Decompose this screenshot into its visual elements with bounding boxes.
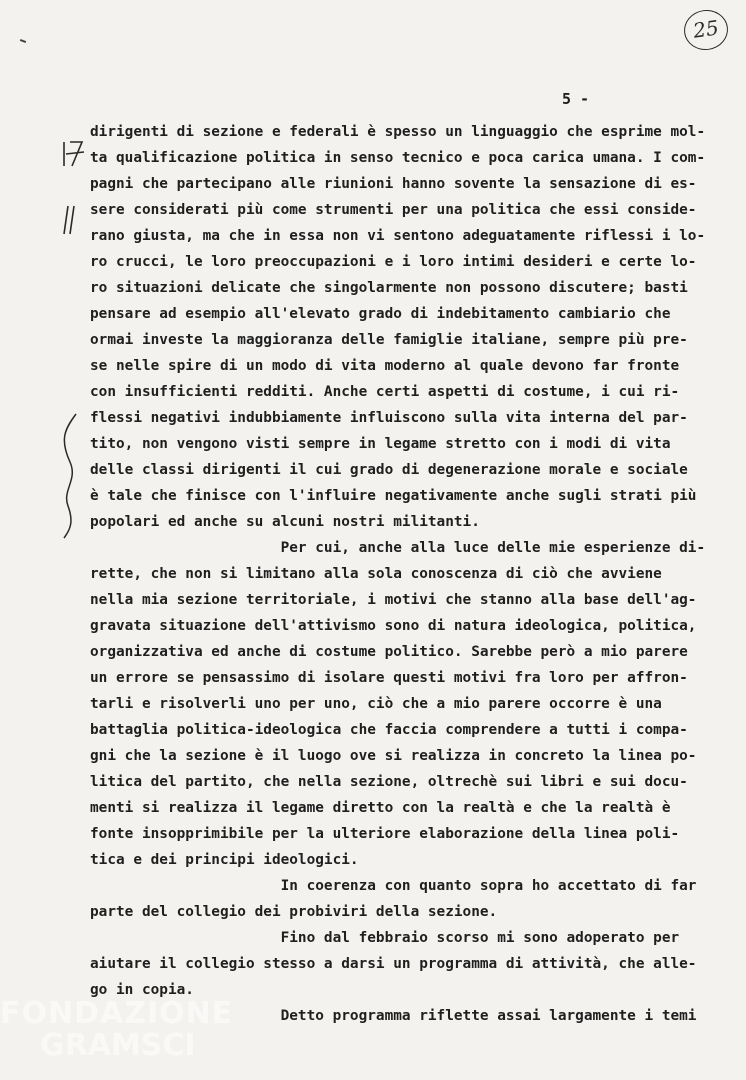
text-line: sere considerati più come strumenti per una politica che essi conside-: [90, 202, 697, 218]
text-line: go in copia.: [90, 982, 194, 998]
text-line: delle classi dirigenti il cui grado di degenerazione morale e sociale: [90, 462, 688, 478]
text-line: ta qualificazione politica in senso tecnico e poca carica umana. I com-: [90, 150, 706, 166]
text-line: ormai investe la maggioranza delle famiglie italiane, sempre più pre-: [90, 332, 688, 348]
margin-annotation-brace: [56, 410, 86, 542]
text-line: pensare ad esempio all'elevato grado di indebitamento cambiario che: [90, 306, 671, 322]
margin-annotation-double-line: [60, 204, 80, 238]
text-line: fonte insopprimibile per la ulteriore elaborazione della linea poli-: [90, 826, 680, 842]
text-line: rano giusta, ma che in essa non vi sentono adeguatamente riflessi i lo-: [90, 228, 706, 244]
text-line: rette, che non si limitano alla sola conoscenza di ciò che avviene: [90, 566, 662, 582]
text-line: dirigenti di sezione e federali è spesso un linguaggio che esprime mol-: [90, 124, 706, 140]
text-line: battaglia politica-ideologica che faccia comprendere a tutti i compa-: [90, 722, 688, 738]
corner-mark: [20, 39, 26, 43]
text-line: nella mia sezione territoriale, i motivi che stanno alla base dell'ag-: [90, 592, 697, 608]
text-line: menti si realizza il legame diretto con la realtà e che la realtà è: [90, 800, 671, 816]
text-line: ro situazioni delicate che singolarmente non possono discutere; basti: [90, 280, 688, 296]
text-line: Detto programma riflette assai largamente i temi: [90, 1008, 697, 1024]
text-line: organizzativa ed anche di costume politico. Sarebbe però a mio parere: [90, 644, 688, 660]
text-line: litica del partito, che nella sezione, oltrechè sui libri e sui docu-: [90, 774, 688, 790]
watermark-line-2: GRAMSCI: [40, 1028, 196, 1063]
text-line: gravata situazione dell'attivismo sono di natura ideologica, politica,: [90, 618, 697, 634]
text-line: parte del collegio dei probiviri della sezione.: [90, 904, 498, 920]
text-line: aiutare il collegio stesso a darsi un programma di attività, che alle-: [90, 956, 697, 972]
text-line: se nelle spire di un modo di vita moderno al quale devono far fronte: [90, 358, 680, 374]
text-line: popolari ed anche su alcuni nostri militanti.: [90, 514, 480, 530]
margin-annotation-17: [58, 136, 90, 176]
text-line: un errore se pensassimo di isolare questi motivi fra loro per affron-: [90, 670, 688, 686]
stamp-number: 25: [691, 15, 721, 43]
watermark-line-1: FONDAZIONE: [0, 996, 234, 1031]
text-line: tica e dei principi ideologici.: [90, 852, 359, 868]
text-line: tarli e risolverli uno per uno, ciò che a mio parere occorre è una: [90, 696, 662, 712]
text-line: pagni che partecipano alle riunioni hanno sovente la sensazione di es-: [90, 176, 697, 192]
text-line: Fino dal febbraio scorso mi sono adoperato per: [90, 930, 680, 946]
text-line: ro crucci, le loro preoccupazioni e i loro intimi desideri e certe lo-: [90, 254, 697, 270]
text-line: con insufficienti redditi. Anche certi aspetti di costume, i cui ri-: [90, 384, 680, 400]
text-line: In coerenza con quanto sopra ho accettato di far: [90, 878, 697, 894]
page-number: 5 -: [562, 90, 590, 108]
text-line: gni che la sezione è il luogo ove si realizza in concreto la linea po-: [90, 748, 697, 764]
text-line: tito, non vengono visti sempre in legame stretto con i modi di vita: [90, 436, 671, 452]
archive-stamp: [681, 7, 730, 53]
text-line: Per cui, anche alla luce delle mie esperienze di-: [90, 540, 706, 556]
text-line: flessi negativi indubbiamente influiscono sulla vita interna del par-: [90, 410, 688, 426]
text-line: è tale che finisce con l'influire negativamente anche sugli strati più: [90, 488, 697, 504]
